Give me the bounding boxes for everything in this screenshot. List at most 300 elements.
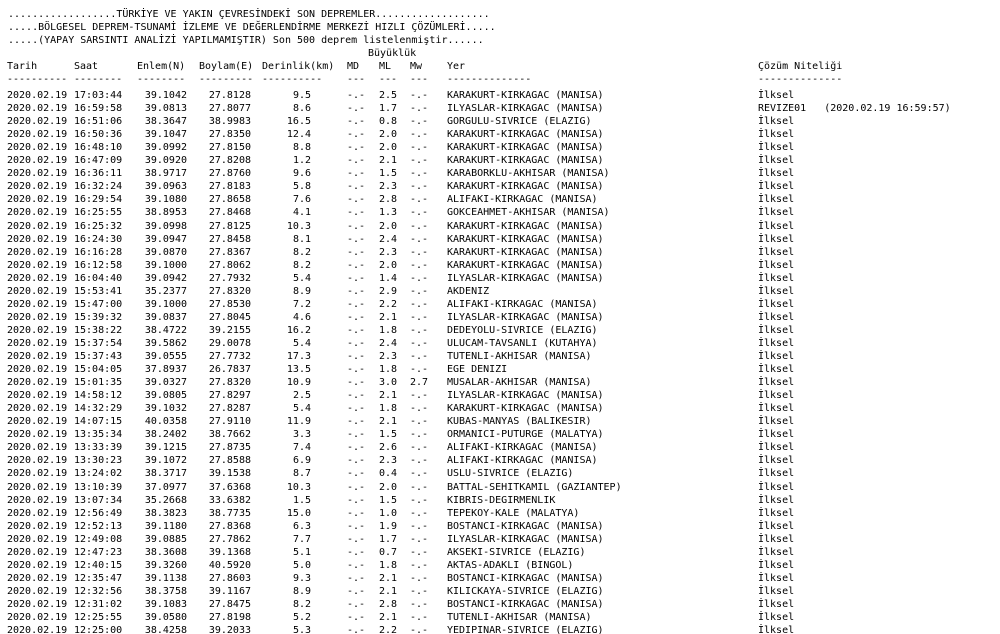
cell-mw: -.-	[410, 207, 429, 218]
column-separator-date: ----------	[7, 74, 68, 85]
cell-lat: 38.9717	[144, 168, 187, 179]
cell-date: 2020.02.19	[7, 377, 68, 388]
cell-lon: 27.8208	[208, 155, 251, 166]
cell-solution: İlksel	[758, 495, 795, 506]
cell-lat: 38.3717	[144, 468, 187, 479]
cell-ml: 2.6	[379, 442, 398, 453]
cell-mw: -.-	[410, 351, 429, 362]
cell-place: BOSTANCI-KIRKAGAC (MANISA)	[447, 599, 604, 610]
cell-lon: 27.8125	[208, 221, 251, 232]
cell-solution: İlksel	[758, 364, 795, 375]
cell-lon: 27.8350	[208, 129, 251, 140]
cell-ml: 2.3	[379, 181, 398, 192]
cell-md: -.-	[347, 155, 366, 166]
cell-depth: 5.8	[292, 181, 311, 192]
cell-ml: 2.0	[379, 129, 398, 140]
cell-ml: 2.1	[379, 612, 398, 623]
cell-mw: -.-	[410, 612, 429, 623]
cell-ml: 2.3	[379, 455, 398, 466]
cell-md: -.-	[347, 429, 366, 440]
cell-time: 16:24:30	[74, 234, 123, 245]
cell-lon: 38.7735	[208, 508, 251, 519]
cell-date: 2020.02.19	[7, 482, 68, 493]
cell-place: ALIFAKI-KIRKAGAC (MANISA)	[447, 455, 598, 466]
cell-place: TEPEKOY-KALE (MALATYA)	[447, 508, 580, 519]
cell-solution: İlksel	[758, 612, 795, 623]
cell-time: 16:25:55	[74, 207, 123, 218]
cell-md: -.-	[347, 234, 366, 245]
cell-lon: 27.8062	[208, 260, 251, 271]
cell-lon: 27.8128	[208, 90, 251, 101]
cell-date: 2020.02.19	[7, 508, 68, 519]
cell-ml: 1.8	[379, 403, 398, 414]
cell-date: 2020.02.19	[7, 573, 68, 584]
cell-ml: 2.0	[379, 142, 398, 153]
cell-md: -.-	[347, 103, 366, 114]
cell-date: 2020.02.19	[7, 103, 68, 114]
cell-depth: 8.9	[292, 286, 311, 297]
cell-time: 16:47:09	[74, 155, 123, 166]
cell-date: 2020.02.19	[7, 560, 68, 571]
cell-lon: 27.8475	[208, 599, 251, 610]
cell-ml: 2.1	[379, 390, 398, 401]
cell-place: TUTENLI-AKHISAR (MANISA)	[447, 351, 592, 362]
cell-lon: 27.7932	[208, 273, 251, 284]
cell-md: -.-	[347, 442, 366, 453]
cell-place: ILYASLAR-KIRKAGAC (MANISA)	[447, 103, 604, 114]
cell-lon: 33.6382	[208, 495, 251, 506]
cell-place: KARAKURT-KIRKAGAC (MANISA)	[447, 221, 604, 232]
cell-time: 12:32:56	[74, 586, 123, 597]
cell-lon: 27.8603	[208, 573, 251, 584]
cell-time: 12:52:13	[74, 521, 123, 532]
cell-solution: İlksel	[758, 90, 795, 101]
cell-date: 2020.02.19	[7, 234, 68, 245]
cell-lat: 39.1180	[144, 521, 187, 532]
cell-solution: İlksel	[758, 390, 795, 401]
cell-lon: 27.7862	[208, 534, 251, 545]
cell-place: AKTAS-ADAKLI (BINGOL)	[447, 560, 574, 571]
cell-lat: 38.3608	[144, 547, 187, 558]
cell-md: -.-	[347, 547, 366, 558]
cell-time: 14:32:29	[74, 403, 123, 414]
cell-place: AKDENIZ	[447, 286, 490, 297]
cell-solution: İlksel	[758, 508, 795, 519]
cell-lon: 27.8468	[208, 207, 251, 218]
cell-lon: 27.8045	[208, 312, 251, 323]
column-separator-lon: ---------	[199, 74, 254, 85]
cell-date: 2020.02.19	[7, 260, 68, 271]
cell-md: -.-	[347, 90, 366, 101]
cell-solution: İlksel	[758, 234, 795, 245]
cell-lat: 35.2377	[144, 286, 187, 297]
cell-lat: 39.0580	[144, 612, 187, 623]
cell-lat: 39.1080	[144, 194, 187, 205]
cell-depth: 4.1	[292, 207, 311, 218]
cell-lat: 39.1042	[144, 90, 187, 101]
cell-lat: 39.0920	[144, 155, 187, 166]
column-separator-md: ---	[347, 74, 366, 85]
cell-md: -.-	[347, 181, 366, 192]
cell-depth: 5.4	[292, 338, 311, 349]
cell-lon: 27.8287	[208, 403, 251, 414]
cell-lon: 27.7732	[208, 351, 251, 362]
cell-place: BOSTANCI-KIRKAGAC (MANISA)	[447, 521, 604, 532]
cell-lat: 39.0885	[144, 534, 187, 545]
cell-lat: 37.0977	[144, 482, 187, 493]
cell-ml: 1.4	[379, 273, 398, 284]
cell-ml: 1.8	[379, 560, 398, 571]
cell-md: -.-	[347, 586, 366, 597]
cell-mw: -.-	[410, 482, 429, 493]
cell-md: -.-	[347, 325, 366, 336]
cell-time: 12:40:15	[74, 560, 123, 571]
cell-time: 16:12:58	[74, 260, 123, 271]
cell-depth: 6.3	[292, 521, 311, 532]
cell-lat: 39.0870	[144, 247, 187, 258]
cell-time: 13:33:39	[74, 442, 123, 453]
cell-ml: 1.8	[379, 325, 398, 336]
cell-depth: 17.3	[286, 351, 311, 362]
cell-date: 2020.02.19	[7, 312, 68, 323]
cell-lat: 38.8953	[144, 207, 187, 218]
cell-md: -.-	[347, 142, 366, 153]
cell-solution: İlksel	[758, 155, 795, 166]
cell-depth: 16.2	[286, 325, 311, 336]
cell-ml: 2.1	[379, 416, 398, 427]
cell-place: KARAKURT-KIRKAGAC (MANISA)	[447, 181, 604, 192]
column-header-lat: Enlem(N)	[137, 61, 186, 72]
cell-lon: 37.6368	[208, 482, 251, 493]
cell-date: 2020.02.19	[7, 364, 68, 375]
cell-md: -.-	[347, 599, 366, 610]
cell-solution: İlksel	[758, 573, 795, 584]
cell-solution: İlksel	[758, 338, 795, 349]
cell-ml: 2.4	[379, 234, 398, 245]
cell-date: 2020.02.19	[7, 155, 68, 166]
cell-mw: -.-	[410, 116, 429, 127]
cell-date: 2020.02.19	[7, 612, 68, 623]
cell-depth: 8.2	[292, 599, 311, 610]
cell-mw: -.-	[410, 338, 429, 349]
cell-date: 2020.02.19	[7, 586, 68, 597]
cell-time: 17:03:44	[74, 90, 123, 101]
cell-lon: 27.8320	[208, 286, 251, 297]
cell-place: KARABORKLU-AKHISAR (MANISA)	[447, 168, 610, 179]
cell-md: -.-	[347, 194, 366, 205]
cell-solution: İlksel	[758, 599, 795, 610]
cell-depth: 4.6	[292, 312, 311, 323]
cell-solution: İlksel	[758, 455, 795, 466]
cell-lat: 39.1000	[144, 299, 187, 310]
cell-ml: 2.8	[379, 194, 398, 205]
cell-time: 12:25:00	[74, 625, 123, 634]
cell-ml: 2.2	[379, 299, 398, 310]
cell-solution: İlksel	[758, 207, 795, 218]
cell-place: ALIFAKI-KIRKAGAC (MANISA)	[447, 299, 598, 310]
cell-mw: -.-	[410, 586, 429, 597]
cell-place: EGE DENIZI	[447, 364, 508, 375]
cell-date: 2020.02.19	[7, 90, 68, 101]
cell-md: -.-	[347, 273, 366, 284]
column-header-date: Tarih	[7, 61, 38, 72]
cell-depth: 9.5	[292, 90, 311, 101]
cell-mw: -.-	[410, 508, 429, 519]
cell-depth: 6.9	[292, 455, 311, 466]
cell-time: 12:31:02	[74, 599, 123, 610]
cell-date: 2020.02.19	[7, 325, 68, 336]
cell-md: -.-	[347, 207, 366, 218]
cell-lat: 35.2668	[144, 495, 187, 506]
cell-ml: 2.5	[379, 90, 398, 101]
column-header-time: Saat	[74, 61, 99, 72]
cell-solution: İlksel	[758, 273, 795, 284]
cell-lon: 27.8760	[208, 168, 251, 179]
cell-date: 2020.02.19	[7, 468, 68, 479]
cell-lat: 39.0805	[144, 390, 187, 401]
cell-md: -.-	[347, 534, 366, 545]
cell-mw: -.-	[410, 181, 429, 192]
cell-depth: 8.8	[292, 142, 311, 153]
cell-solution: İlksel	[758, 521, 795, 532]
cell-mw: -.-	[410, 625, 429, 634]
cell-lat: 39.0813	[144, 103, 187, 114]
column-header-place: Yer	[447, 61, 466, 72]
cell-depth: 8.9	[292, 586, 311, 597]
cell-lon: 27.8183	[208, 181, 251, 192]
column-header-lon: Boylam(E)	[199, 61, 254, 72]
cell-mw: -.-	[410, 416, 429, 427]
cell-ml: 1.5	[379, 168, 398, 179]
cell-solution: İlksel	[758, 468, 795, 479]
cell-place: TUTENLI-AKHISAR (MANISA)	[447, 612, 592, 623]
cell-time: 15:37:54	[74, 338, 123, 349]
cell-time: 12:47:23	[74, 547, 123, 558]
cell-mw: -.-	[410, 521, 429, 532]
cell-mw: -.-	[410, 142, 429, 153]
cell-lon: 27.8458	[208, 234, 251, 245]
cell-time: 16:32:24	[74, 181, 123, 192]
cell-time: 13:24:02	[74, 468, 123, 479]
cell-depth: 10.9	[286, 377, 311, 388]
cell-solution: İlksel	[758, 403, 795, 414]
cell-lon: 27.8150	[208, 142, 251, 153]
cell-mw: -.-	[410, 234, 429, 245]
cell-time: 16:51:06	[74, 116, 123, 127]
cell-md: -.-	[347, 338, 366, 349]
cell-time: 12:49:08	[74, 534, 123, 545]
cell-time: 12:56:49	[74, 508, 123, 519]
cell-depth: 8.6	[292, 103, 311, 114]
cell-ml: 2.1	[379, 312, 398, 323]
cell-depth: 2.5	[292, 390, 311, 401]
cell-time: 16:50:36	[74, 129, 123, 140]
cell-md: -.-	[347, 416, 366, 427]
cell-depth: 8.2	[292, 260, 311, 271]
cell-mw: -.-	[410, 364, 429, 375]
cell-place: AKSEKI-SIVRICE (ELAZIG)	[447, 547, 586, 558]
cell-mw: -.-	[410, 103, 429, 114]
cell-depth: 13.5	[286, 364, 311, 375]
column-separator-time: --------	[74, 74, 123, 85]
cell-place: ALIFAKI-KIRKAGAC (MANISA)	[447, 194, 598, 205]
cell-mw: -.-	[410, 534, 429, 545]
cell-solution: İlksel	[758, 325, 795, 336]
cell-lat: 39.0947	[144, 234, 187, 245]
cell-mw: -.-	[410, 390, 429, 401]
cell-solution: İlksel	[758, 442, 795, 453]
cell-mw: -.-	[410, 442, 429, 453]
cell-mw: -.-	[410, 155, 429, 166]
cell-date: 2020.02.19	[7, 534, 68, 545]
cell-md: -.-	[347, 221, 366, 232]
cell-lon: 40.5920	[208, 560, 251, 571]
cell-mw: -.-	[410, 168, 429, 179]
cell-mw: -.-	[410, 221, 429, 232]
cell-date: 2020.02.19	[7, 625, 68, 634]
cell-md: -.-	[347, 482, 366, 493]
cell-solution: İlksel	[758, 168, 795, 179]
cell-lon: 27.8297	[208, 390, 251, 401]
cell-md: -.-	[347, 168, 366, 179]
cell-time: 13:10:39	[74, 482, 123, 493]
cell-depth: 15.0	[286, 508, 311, 519]
cell-mw: -.-	[410, 194, 429, 205]
cell-time: 12:35:47	[74, 573, 123, 584]
cell-md: -.-	[347, 260, 366, 271]
cell-date: 2020.02.19	[7, 416, 68, 427]
cell-lon: 27.8368	[208, 521, 251, 532]
cell-place: KARAKURT-KIRKAGAC (MANISA)	[447, 155, 604, 166]
cell-place: ILYASLAR-KIRKAGAC (MANISA)	[447, 273, 604, 284]
cell-place: ALIFAKI-KIRKAGAC (MANISA)	[447, 442, 598, 453]
cell-md: -.-	[347, 364, 366, 375]
cell-depth: 5.4	[292, 273, 311, 284]
cell-lat: 37.8937	[144, 364, 187, 375]
cell-lat: 39.1138	[144, 573, 187, 584]
cell-date: 2020.02.19	[7, 116, 68, 127]
cell-ml: 1.8	[379, 364, 398, 375]
cell-ml: 2.4	[379, 338, 398, 349]
cell-place: KARAKURT-KIRKAGAC (MANISA)	[447, 90, 604, 101]
cell-ml: 2.3	[379, 247, 398, 258]
cell-md: -.-	[347, 455, 366, 466]
cell-lat: 39.5862	[144, 338, 187, 349]
cell-time: 16:48:10	[74, 142, 123, 153]
cell-depth: 3.3	[292, 429, 311, 440]
cell-md: -.-	[347, 573, 366, 584]
header-title-line: ..................TÜRKİYE VE YAKIN ÇEVRESİNDEKİ SON DEPREMLER...................	[8, 9, 490, 20]
cell-depth: 8.1	[292, 234, 311, 245]
cell-ml: 2.0	[379, 482, 398, 493]
cell-ml: 2.1	[379, 573, 398, 584]
cell-ml: 0.4	[379, 468, 398, 479]
column-separator-lat: --------	[137, 74, 186, 85]
cell-mw: -.-	[410, 560, 429, 571]
cell-lon: 27.9110	[208, 416, 251, 427]
cell-lon: 27.8735	[208, 442, 251, 453]
cell-ml: 2.0	[379, 221, 398, 232]
cell-time: 12:25:55	[74, 612, 123, 623]
cell-mw: -.-	[410, 403, 429, 414]
cell-date: 2020.02.19	[7, 547, 68, 558]
cell-lat: 39.3260	[144, 560, 187, 571]
cell-time: 15:47:00	[74, 299, 123, 310]
cell-date: 2020.02.19	[7, 455, 68, 466]
cell-md: -.-	[347, 351, 366, 362]
cell-ml: 0.8	[379, 116, 398, 127]
cell-solution: İlksel	[758, 142, 795, 153]
column-header-depth: Derinlik(km)	[262, 61, 335, 72]
cell-place: GOKCEAHMET-AKHISAR (MANISA)	[447, 207, 610, 218]
cell-lon: 29.0078	[208, 338, 251, 349]
cell-lat: 39.1215	[144, 442, 187, 453]
cell-depth: 7.7	[292, 534, 311, 545]
cell-lat: 38.3647	[144, 116, 187, 127]
cell-date: 2020.02.19	[7, 351, 68, 362]
cell-solution: İlksel	[758, 625, 795, 634]
cell-lat: 39.0837	[144, 312, 187, 323]
cell-lon: 27.8530	[208, 299, 251, 310]
cell-mw: -.-	[410, 90, 429, 101]
cell-lon: 38.7662	[208, 429, 251, 440]
cell-ml: 1.3	[379, 207, 398, 218]
cell-ml: 1.0	[379, 508, 398, 519]
cell-md: -.-	[347, 508, 366, 519]
column-separator-ml: ---	[379, 74, 398, 85]
cell-solution: İlksel	[758, 534, 795, 545]
cell-depth: 12.4	[286, 129, 311, 140]
cell-solution: İlksel	[758, 351, 795, 362]
cell-lon: 39.1538	[208, 468, 251, 479]
cell-time: 13:30:23	[74, 455, 123, 466]
cell-solution: İlksel	[758, 194, 795, 205]
cell-md: -.-	[347, 377, 366, 388]
cell-date: 2020.02.19	[7, 207, 68, 218]
cell-md: -.-	[347, 468, 366, 479]
cell-lat: 38.4258	[144, 625, 187, 634]
cell-solution: İlksel	[758, 286, 795, 297]
cell-mw: 2.7	[410, 377, 429, 388]
cell-solution: REVIZE01 (2020.02.19 16:59:57)	[758, 103, 951, 114]
cell-place: ILYASLAR-KIRKAGAC (MANISA)	[447, 534, 604, 545]
cell-solution: İlksel	[758, 586, 795, 597]
cell-md: -.-	[347, 116, 366, 127]
cell-md: -.-	[347, 625, 366, 634]
cell-mw: -.-	[410, 429, 429, 440]
cell-depth: 5.1	[292, 547, 311, 558]
cell-solution: İlksel	[758, 377, 795, 388]
cell-time: 15:37:43	[74, 351, 123, 362]
cell-lat: 39.0963	[144, 181, 187, 192]
cell-date: 2020.02.19	[7, 221, 68, 232]
cell-time: 13:35:34	[74, 429, 123, 440]
cell-place: KUBAS-MANYAS (BALIKESIR)	[447, 416, 592, 427]
cell-lat: 38.3758	[144, 586, 187, 597]
cell-depth: 5.0	[292, 560, 311, 571]
cell-date: 2020.02.19	[7, 142, 68, 153]
cell-md: -.-	[347, 299, 366, 310]
cell-solution: İlksel	[758, 429, 795, 440]
cell-lat: 38.2402	[144, 429, 187, 440]
cell-mw: -.-	[410, 455, 429, 466]
cell-solution: İlksel	[758, 260, 795, 271]
column-separator-place: --------------	[447, 74, 532, 85]
cell-md: -.-	[347, 403, 366, 414]
cell-place: BATTAL-SEHITKAMIL (GAZIANTEP)	[447, 482, 622, 493]
cell-time: 15:04:05	[74, 364, 123, 375]
cell-solution: İlksel	[758, 299, 795, 310]
